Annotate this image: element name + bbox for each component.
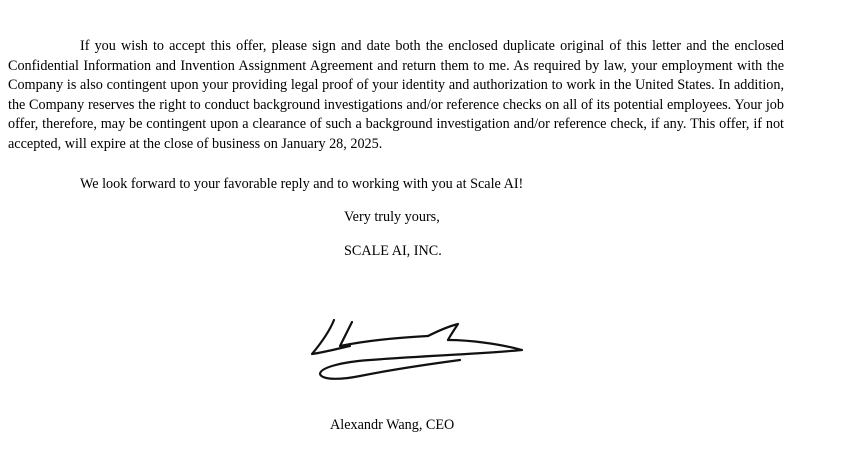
company-name: SCALE AI, INC. [344,243,442,259]
signer-name: Alexandr Wang, CEO [330,417,455,433]
valediction: Very truly yours, [344,209,440,225]
offer-terms-paragraph: If you wish to accept this offer, please sign and date both the enclosed duplicate original of this letter and the enclosed Confidential Information and Invention Assignment Agreement and return them to me. As required by law, your employment with the Company is also contingent upon your providing legal proof of your identity and authorization to work in the United States. In addition, the Company reserves the right to conduct background investigations and/or reference checks on all of its potential employees. Your job offer, therefore, may be contingent upon a clearance of such a background investigation and/or reference check, if any. This offer, if not accepted, will expire at the close of business on January 28, 2025. [8,38,784,152]
closing-paragraph: We look forward to your favorable reply and to working with you at Scale AI! [80,176,524,192]
handwritten-signature [300,310,540,390]
